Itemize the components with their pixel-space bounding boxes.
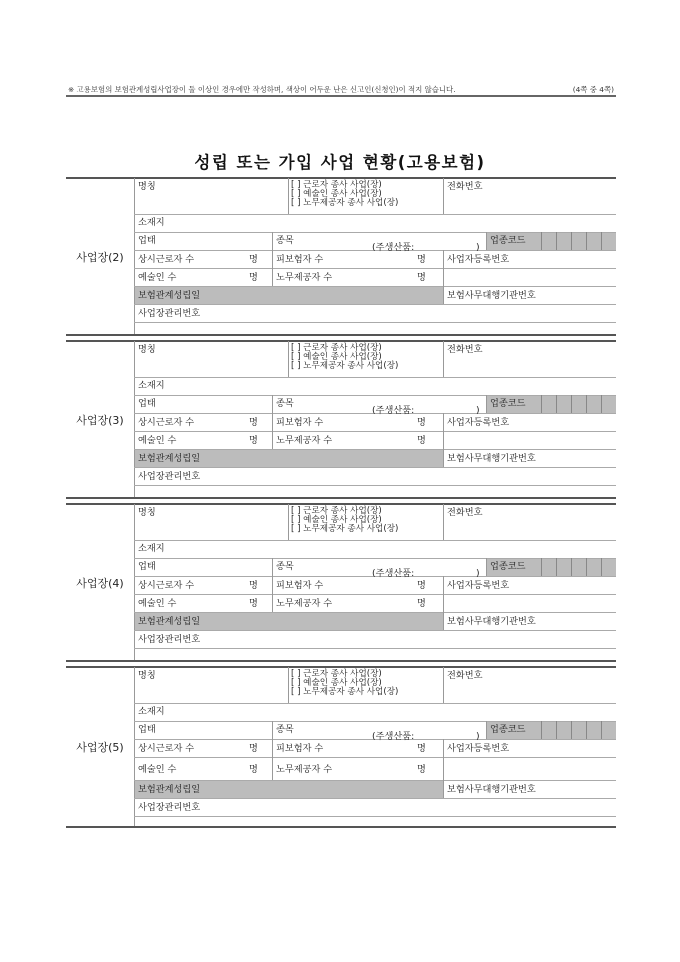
- label-item: 종목: [276, 561, 294, 572]
- label-workplace_no: 사업장관리번호: [138, 471, 201, 482]
- label-divider: [134, 178, 135, 335]
- label-phone: 전화번호: [447, 670, 483, 681]
- code-box-line: [586, 558, 587, 576]
- label-biz_reg_no: 사업자등록번호: [447, 254, 510, 265]
- col-line: [443, 667, 444, 703]
- code-box-line: [571, 232, 572, 250]
- row-line: [134, 703, 616, 704]
- label-address: 소재지: [138, 380, 165, 391]
- label-name: 명칭: [138, 344, 156, 355]
- col-line: [272, 232, 273, 250]
- label-agency_no: 보험사무대행기관번호: [447, 616, 536, 627]
- code-box-line: [586, 395, 587, 413]
- checkbox-check3[interactable]: [ ] 노무제공자 종사 사업(장): [291, 198, 399, 208]
- section-bottom-border: [66, 660, 616, 662]
- code-box-line: [601, 558, 602, 576]
- code-box-line: [586, 721, 587, 739]
- section-top-border: [66, 177, 616, 179]
- row-line: [134, 304, 616, 305]
- workplace-section-3: [66, 341, 616, 498]
- label-unit: 명: [417, 272, 426, 283]
- col-line: [443, 268, 444, 286]
- section-label: 사업장(5): [76, 741, 124, 754]
- col-line: [486, 395, 487, 413]
- col-line: [443, 178, 444, 214]
- label-unit: 명: [249, 417, 258, 428]
- label-unit: 명: [417, 254, 426, 265]
- label-biz_reg_no: 사업자등록번호: [447, 417, 510, 428]
- row-line: [134, 322, 616, 323]
- col-line: [443, 612, 444, 630]
- label-business_type: 업태: [138, 724, 156, 735]
- section-top-border: [66, 666, 616, 668]
- label-unit: 명: [249, 743, 258, 754]
- workplace-section-2: [66, 178, 616, 335]
- col-line: [272, 594, 273, 612]
- row-line: [134, 467, 616, 468]
- col-line: [443, 431, 444, 449]
- col-line: [443, 286, 444, 304]
- checkbox-check1[interactable]: [ ] 근로자 종사 사업(장): [291, 180, 382, 190]
- label-item: 종목: [276, 235, 294, 246]
- label-regular_workers: 상시근로자 수: [138, 743, 195, 754]
- col-line: [288, 667, 289, 703]
- row-line: [134, 214, 616, 215]
- checkbox-check2[interactable]: [ ] 예술인 종사 사업(장): [291, 189, 382, 199]
- label-labor_providers: 노무제공자 수: [276, 764, 333, 775]
- row-line: [134, 431, 616, 432]
- form-title: 성립 또는 가입 사업 현황(고용보험): [194, 153, 486, 172]
- row-line: [134, 816, 616, 817]
- label-unit: 명: [417, 435, 426, 446]
- label-artists: 예술인 수: [138, 598, 177, 609]
- label-artists: 예술인 수: [138, 435, 177, 446]
- label-unit: 명: [417, 598, 426, 609]
- code-box-line: [571, 395, 572, 413]
- label-workplace_no: 사업장관리번호: [138, 634, 201, 645]
- label-establish_date: 보험관계성립일: [138, 290, 201, 301]
- label-insured: 피보험자 수: [276, 254, 324, 265]
- col-line: [272, 268, 273, 286]
- row-line: [134, 630, 616, 631]
- label-name: 명칭: [138, 507, 156, 518]
- row-line: [134, 377, 616, 378]
- col-line: [272, 576, 273, 594]
- label-phone: 전화번호: [447, 181, 483, 192]
- label-industry_code: 업종코드: [490, 561, 526, 572]
- section-top-border: [66, 503, 616, 505]
- col-line: [486, 558, 487, 576]
- checkbox-check1[interactable]: [ ] 근로자 종사 사업(장): [291, 506, 382, 516]
- code-box-line: [541, 232, 542, 250]
- checkbox-check2[interactable]: [ ] 예술인 종사 사업(장): [291, 678, 382, 688]
- code-box-line: [556, 232, 557, 250]
- label-unit: 명: [417, 764, 426, 775]
- label-unit: 명: [249, 272, 258, 283]
- label-artists: 예술인 수: [138, 764, 177, 775]
- label-regular_workers: 상시근로자 수: [138, 254, 195, 265]
- label-main_product: (주생산품:: [372, 242, 415, 253]
- section-bottom-border: [66, 334, 616, 336]
- label-insured: 피보험자 수: [276, 580, 324, 591]
- label-unit: 명: [249, 435, 258, 446]
- label-paren_close: ): [476, 568, 480, 579]
- label-business_type: 업태: [138, 398, 156, 409]
- checkbox-check2[interactable]: [ ] 예술인 종사 사업(장): [291, 352, 382, 362]
- label-name: 명칭: [138, 181, 156, 192]
- label-divider: [134, 341, 135, 498]
- col-line: [272, 250, 273, 268]
- label-paren_close: ): [476, 731, 480, 742]
- label-unit: 명: [417, 417, 426, 428]
- label-phone: 전화번호: [447, 344, 483, 355]
- workplace-section-5: [66, 667, 616, 827]
- workplace-section-4: [66, 504, 616, 661]
- col-line: [272, 431, 273, 449]
- checkbox-check3[interactable]: [ ] 노무제공자 종사 사업(장): [291, 687, 399, 697]
- checkbox-check1[interactable]: [ ] 근로자 종사 사업(장): [291, 343, 382, 353]
- checkbox-check3[interactable]: [ ] 노무제공자 종사 사업(장): [291, 524, 399, 534]
- top-note: ※ 고용보험의 보험관계성립사업장이 둘 이상인 경우에만 작성하며, 색상이 어두운 난은 신고인(신청인)이 적지 않습니다.: [68, 85, 456, 94]
- section-top-border: [66, 340, 616, 342]
- row-line: [134, 485, 616, 486]
- code-box-line: [601, 232, 602, 250]
- col-line: [443, 341, 444, 377]
- section-label: 사업장(3): [76, 413, 124, 427]
- col-line: [486, 721, 487, 739]
- code-box-line: [556, 721, 557, 739]
- col-line: [443, 250, 444, 268]
- col-line: [443, 780, 444, 798]
- col-line: [272, 395, 273, 413]
- code-box-line: [541, 721, 542, 739]
- label-industry_code: 업종코드: [490, 724, 526, 735]
- label-industry_code: 업종코드: [490, 398, 526, 409]
- section-label: 사업장(2): [76, 250, 124, 264]
- label-main_product: (주생산품:: [372, 405, 415, 416]
- label-establish_date: 보험관계성립일: [138, 784, 201, 795]
- top-note-bar: [68, 84, 614, 95]
- code-box-line: [601, 721, 602, 739]
- label-address: 소재지: [138, 217, 165, 228]
- section-bottom-border: [66, 497, 616, 499]
- label-establish_date: 보험관계성립일: [138, 616, 201, 627]
- section-label: 사업장(4): [76, 576, 124, 590]
- code-box-line: [556, 558, 557, 576]
- row-line: [134, 648, 616, 649]
- label-paren_close: ): [476, 405, 480, 416]
- section-bottom-border: [66, 826, 616, 828]
- label-address: 소재지: [138, 706, 165, 717]
- label-unit: 명: [249, 254, 258, 265]
- label-regular_workers: 상시근로자 수: [138, 417, 195, 428]
- row-line: [134, 594, 616, 595]
- label-unit: 명: [417, 580, 426, 591]
- label-business_type: 업태: [138, 561, 156, 572]
- col-line: [288, 504, 289, 540]
- code-box-line: [586, 232, 587, 250]
- row-line: [134, 268, 616, 269]
- col-line: [443, 449, 444, 467]
- row-line: [134, 798, 616, 799]
- col-line: [288, 178, 289, 214]
- label-workplace_no: 사업장관리번호: [138, 308, 201, 319]
- label-item: 종목: [276, 398, 294, 409]
- col-line: [443, 739, 444, 757]
- label-establish_date: 보험관계성립일: [138, 453, 201, 464]
- col-line: [272, 721, 273, 739]
- label-biz_reg_no: 사업자등록번호: [447, 743, 510, 754]
- col-line: [486, 232, 487, 250]
- label-address: 소재지: [138, 543, 165, 554]
- checkbox-check3[interactable]: [ ] 노무제공자 종사 사업(장): [291, 361, 399, 371]
- code-box-line: [541, 558, 542, 576]
- col-line: [272, 739, 273, 757]
- col-line: [272, 558, 273, 576]
- label-industry_code: 업종코드: [490, 235, 526, 246]
- label-divider: [134, 667, 135, 827]
- label-biz_reg_no: 사업자등록번호: [447, 580, 510, 591]
- code-box-line: [571, 558, 572, 576]
- label-unit: 명: [249, 764, 258, 775]
- label-main_product: (주생산품:: [372, 731, 415, 742]
- label-item: 종목: [276, 724, 294, 735]
- label-labor_providers: 노무제공자 수: [276, 272, 333, 283]
- page-label: (4쪽 중 4쪽): [572, 85, 614, 94]
- col-line: [443, 594, 444, 612]
- label-workplace_no: 사업장관리번호: [138, 802, 201, 813]
- label-labor_providers: 노무제공자 수: [276, 598, 333, 609]
- col-line: [443, 576, 444, 594]
- code-box-line: [556, 395, 557, 413]
- label-divider: [134, 504, 135, 661]
- label-insured: 피보험자 수: [276, 743, 324, 754]
- label-agency_no: 보험사무대행기관번호: [447, 453, 536, 464]
- top-divider: [66, 95, 616, 97]
- label-main_product: (주생산품:: [372, 568, 415, 579]
- col-line: [272, 757, 273, 780]
- label-unit: 명: [249, 598, 258, 609]
- row-line: [134, 540, 616, 541]
- label-business_type: 업태: [138, 235, 156, 246]
- label-unit: 명: [249, 580, 258, 591]
- label-artists: 예술인 수: [138, 272, 177, 283]
- checkbox-check2[interactable]: [ ] 예술인 종사 사업(장): [291, 515, 382, 525]
- code-box-line: [571, 721, 572, 739]
- col-line: [443, 504, 444, 540]
- code-box-line: [601, 395, 602, 413]
- col-line: [272, 413, 273, 431]
- checkbox-check1[interactable]: [ ] 근로자 종사 사업(장): [291, 669, 382, 679]
- label-labor_providers: 노무제공자 수: [276, 435, 333, 446]
- label-agency_no: 보험사무대행기관번호: [447, 784, 536, 795]
- label-unit: 명: [417, 743, 426, 754]
- label-insured: 피보험자 수: [276, 417, 324, 428]
- label-name: 명칭: [138, 670, 156, 681]
- code-box-line: [541, 395, 542, 413]
- label-phone: 전화번호: [447, 507, 483, 518]
- col-line: [443, 413, 444, 431]
- label-regular_workers: 상시근로자 수: [138, 580, 195, 591]
- label-paren_close: ): [476, 242, 480, 253]
- col-line: [288, 341, 289, 377]
- row-line: [134, 757, 616, 758]
- col-line: [443, 757, 444, 780]
- label-agency_no: 보험사무대행기관번호: [447, 290, 536, 301]
